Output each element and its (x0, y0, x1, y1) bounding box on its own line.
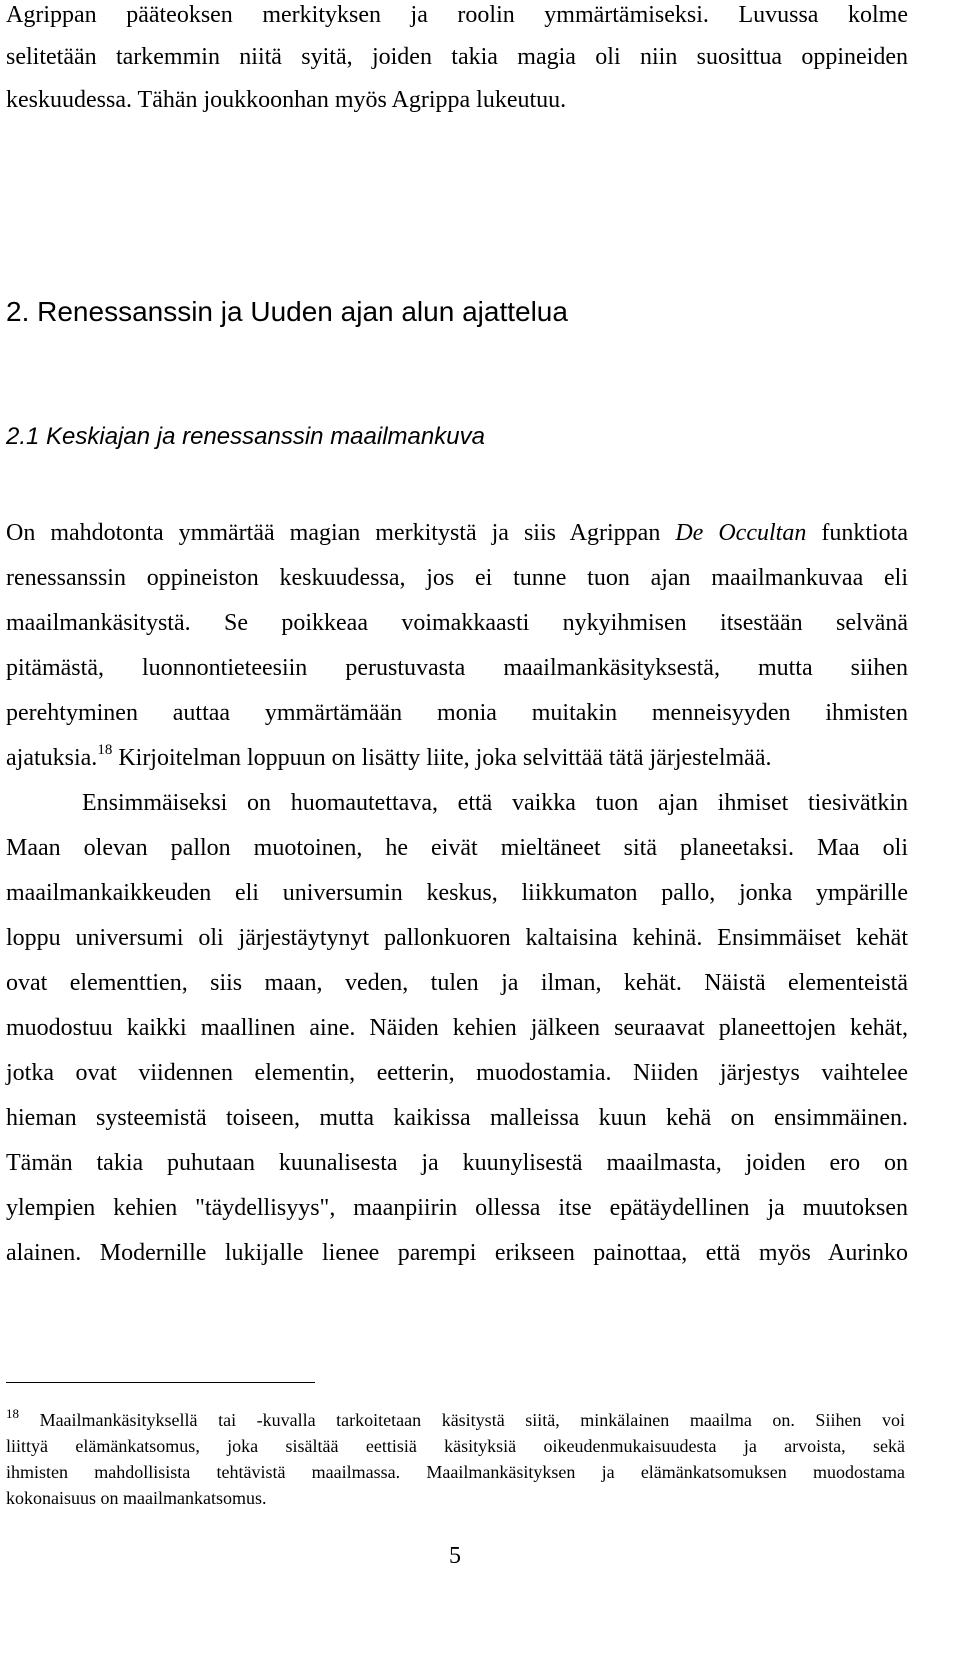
book-title: De Occultan (675, 520, 807, 546)
body-text-line: jotka ovat viidennen elementin, eetterin, muodostamia. Niiden järjestys vaihtelee (6, 1060, 908, 1086)
body-text-line: maailmankaikkeuden eli universumin keskus, liikkumaton pallo, jonka ympärille (6, 880, 908, 906)
footnote-marker: 18 (6, 1406, 19, 1421)
text-segment: On mahdotonta ymmärtää magian merkitystä ja siis Agrippan (6, 520, 676, 546)
footnote-reference[interactable]: 18 (97, 742, 113, 758)
text-segment: Kirjoitelman loppuun on lisätty liite, joka selvittää tätä järjestelmää. (112, 745, 772, 771)
page-number: 5 (449, 1543, 461, 1569)
body-text-line: alainen. Modernille lukijalle lienee parempi erikseen painottaa, että myös Aurinko (6, 1240, 908, 1266)
subsection-heading: 2.1 Keskiajan ja renessanssin maailmankuva (6, 423, 485, 450)
section-heading: 2. Renessanssin ja Uuden ajan alun ajattelua (6, 296, 568, 327)
text-segment: ajatuksia. (6, 745, 98, 771)
footnote-text: Maailmankäsityksellä tai -kuvalla tarkoitetaan käsitystä siitä, minkälainen maailma on. Siihen voi (19, 1410, 905, 1430)
footnote-divider (6, 1382, 315, 1383)
body-text-line: pitämästä, luonnontieteesiin perustuvasta maailmankäsityksestä, mutta siihen (6, 655, 908, 681)
body-text-line: Ensimmäiseksi on huomautettava, että vaikka tuon ajan ihmiset tiesivätkin (82, 790, 908, 816)
body-text-line: Agrippan pääteoksen merkityksen ja roolin ymmärtämiseksi. Luvussa kolme (6, 2, 908, 28)
body-text-line: renessanssin oppineiston keskuudessa, jos ei tunne tuon ajan maailmankuvaa eli (6, 565, 908, 591)
body-text-line: perehtyminen auttaa ymmärtämään monia muitakin menneisyyden ihmisten (6, 700, 908, 726)
body-text-line: ovat elementtien, siis maan, veden, tulen ja ilman, kehät. Näistä elementeistä (6, 970, 908, 996)
body-text-line: Tämän takia puhutaan kuunalisesta ja kuunylisestä maailmasta, joiden ero on (6, 1150, 908, 1176)
body-text-line: muodostuu kaikki maallinen aine. Näiden kehien jälkeen seuraavat planeettojen kehät, (6, 1015, 908, 1041)
footnote-line: kokonaisuus on maailmankatsomus. (6, 1488, 267, 1508)
body-text-line (6, 743, 908, 773)
footnote-line: ihmisten mahdollisista tehtävistä maailmassa. Maailmankäsityksen ja elämänkatsomuksen muodostama (6, 1462, 905, 1482)
body-text-line: Maan olevan pallon muotoinen, he eivät mieltäneet sitä planeetaksi. Maa oli (6, 835, 908, 861)
text-segment: funktiota (806, 520, 908, 546)
body-text-line: keskuudessa. Tähän joukkoonhan myös Agrippa lukeutuu. (6, 87, 567, 113)
footnote-line (6, 1408, 905, 1432)
body-text-line: hieman systeemistä toiseen, mutta kaikissa malleissa kuun kehä on ensimmäinen. (6, 1105, 908, 1131)
body-text-line: loppu universumi oli järjestäytynyt pallonkuoren kaltaisina kehinä. Ensimmäiset kehät (6, 925, 908, 951)
body-text-line: selitetään tarkemmin niitä syitä, joiden takia magia oli niin suosittua oppineiden (6, 44, 908, 70)
footnote-line: liittyä elämänkatsomus, joka sisältää eettisiä käsityksiä oikeudenmukaisuudesta ja arvoista, sekä (6, 1436, 905, 1456)
body-text-line (6, 518, 908, 548)
body-text-line: maailmankäsitystä. Se poikkeaa voimakkaasti nykyihmisen itsestään selvänä (6, 610, 908, 636)
body-text-line: ylempien kehien "täydellisyys", maanpiirin ollessa itse epätäydellinen ja muutoksen (6, 1195, 908, 1221)
